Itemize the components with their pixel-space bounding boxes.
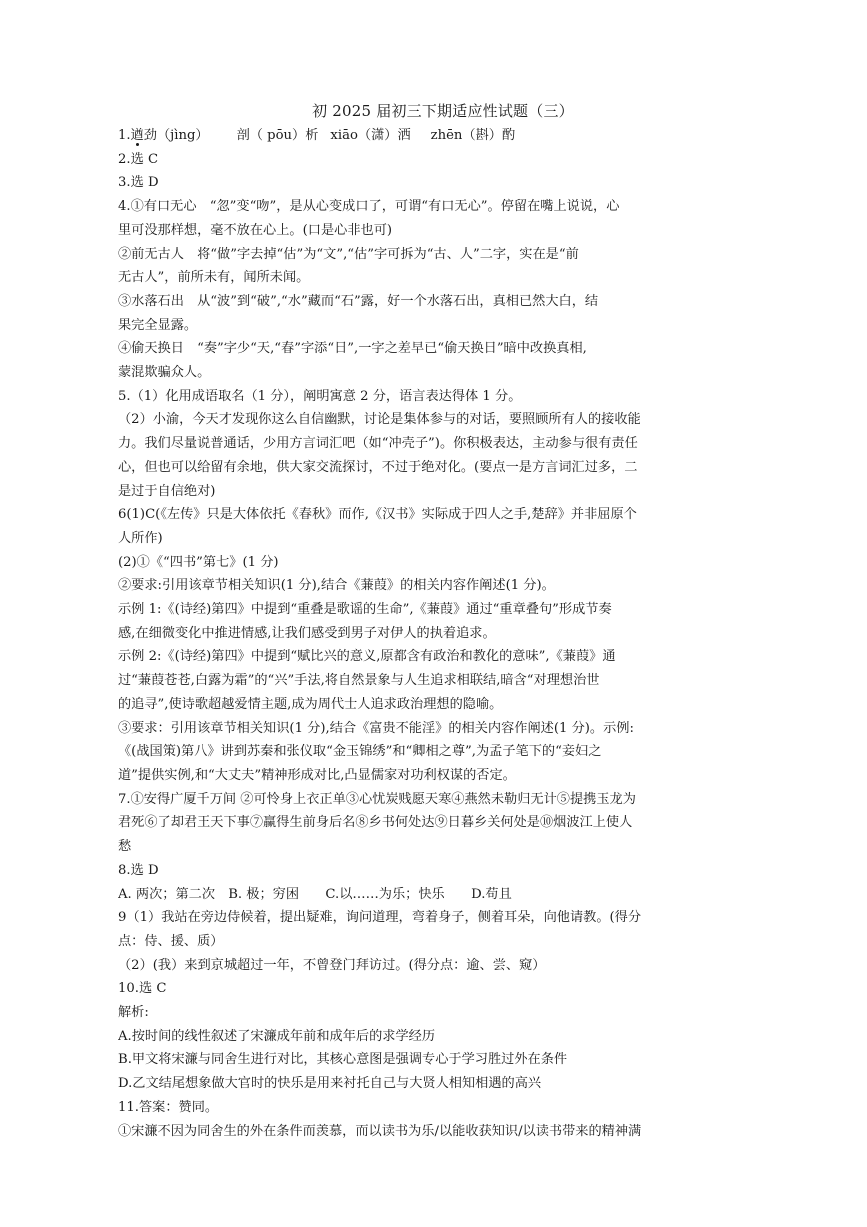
q1-word3: xiāo（潇）洒 xyxy=(330,128,411,143)
answer-line: （2）(我）来到京城超过一年，不曾登门拜访过。(得分点：逾、尝、窥） xyxy=(118,957,546,973)
answer-line: ①宋濂不因为同舍生的外在条件而羡慕，而以读书为乐/以能收获知识/以读书带来的精神满 xyxy=(118,1123,642,1139)
answer-line: 11.答案：赞同。 xyxy=(118,1099,219,1115)
answer-line: 君死⑥了却君王天下事⑦赢得生前身后名⑧乡书何处达⑨日暮乡关何处是⑩烟波江上使人 xyxy=(118,815,633,831)
answer-line: 3.选 D xyxy=(118,175,159,191)
answer-sheet-page xyxy=(118,98,768,1218)
answer-line: 解析: xyxy=(118,1005,149,1021)
q1-word2: 剖（ pōu）析 xyxy=(236,128,319,143)
answer-line: 点：侍、援、质） xyxy=(118,933,224,949)
answer-line: 道”提供实例,和“大丈夫”精神形成对比,凸显儒家对功利权谋的否定。 xyxy=(118,767,516,783)
answer-line: 果完全显露。 xyxy=(118,317,198,333)
answer-line: ③水落石出 从“波”到“破”,“水”藏而“石”露，好一个水落石出，真相已然大白，结 xyxy=(118,293,599,309)
answer-line: A. 两次；第二次 B. 极；穷困 C.以……为乐；快乐 D.苟且 xyxy=(118,886,512,902)
page-title: 初 2025 届初三下期适应性试题（三） xyxy=(312,102,574,120)
answer-line: D.乙文结尾想象做大官时的快乐是用来衬托自己与大贤人相知相遇的高兴 xyxy=(118,1076,542,1092)
answer-lines xyxy=(118,148,768,1144)
answer-line: ④偷天换日 “奏”字少“天,“春”字添“日”,一字之差早已“偷天换日”暗中改换真相, xyxy=(118,341,587,357)
answer-line: 9（1）我站在旁边侍候着，提出疑难，询问道理，弯着身子，侧着耳朵，向他请教。(得分 xyxy=(118,910,642,926)
answer-line: 10.选 C xyxy=(118,981,167,997)
answer-line: 无古人”，前所未有，闻所未闻。 xyxy=(118,270,310,286)
answer-line: 6(1)C(《左传》只是大体依托《春秋》而作,《汉书》实际成于四人之手,楚辞》并非屈原个 xyxy=(118,507,637,523)
answer-line: 5.（1）化用成语取名（1 分），阐明寓意 2 分，语言表达得体 1 分。 xyxy=(118,388,522,404)
answer-line: 过“蒹葭苍苍,白露为霜”的“兴”手法,将自然景象与人生追求相联结,暗含“对理想治世 xyxy=(118,673,600,689)
answer-line: 力。我们尽量说普通话，少用方言词汇吧（如“冲壳子”)。你积极表达，主动参与很有责任 xyxy=(118,436,638,452)
answer-line: 感,在细微变化中推进情感,让我们感受到男子对伊人的执着追求。 xyxy=(118,625,496,641)
q1-word1-char: 遒 xyxy=(130,128,144,143)
answer-line: 蒙混欺骗众人。 xyxy=(118,365,211,381)
answer-line: 示例 2:《(诗经)第四》中提到“赋比兴的意义,原都含有政治和教化的意味”,《蒹葭》通 xyxy=(118,649,616,665)
answer-line: 人所作) xyxy=(118,530,163,546)
answer-line: 8.选 D xyxy=(118,862,159,878)
answer-line: (2)①《“四书”第七》(1 分) xyxy=(118,554,279,570)
answer-line-q1 xyxy=(118,124,768,148)
answer-line: B.甲文将宋濂与同舍生进行对比，其核心意图是强调专心于学习胜过外在条件 xyxy=(118,1052,568,1068)
answer-line: （2）小渝，今天才发现你这么自信幽默，讨论是集体参与的对话，要照顾所有人的接收能 xyxy=(118,412,641,428)
q1-number: 1. xyxy=(118,128,131,143)
answer-line: 心，但也可以给留有余地，供大家交流探讨，不过于绝对化。(要点一是方言词汇过多，二 xyxy=(118,459,638,475)
answer-line: 《(战国策)第八》讲到苏秦和张仪取“金玉锦绣”和“卿相之尊”,为孟子笔下的“妾妇之 xyxy=(118,744,602,760)
answer-line: 里可没那样想，毫不放在心上。(口是心非也可) xyxy=(118,222,393,238)
q1-word4: zhēn（斟）酌 xyxy=(430,128,516,143)
answer-line: A.按时间的线性叙述了宋濂成年前和成年后的求学经历 xyxy=(118,1028,436,1044)
answer-line: ②前无古人 将“做”字去掉“估”为“文”,“估”字可拆为“古、人”二字，实在是“前 xyxy=(118,246,579,262)
answer-line: ③要求：引用该章节相关知识(1 分),结合《富贵不能淫》的相关内容作阐述(1 分)。示例: xyxy=(118,720,634,736)
answer-line: 4.①有口无心 “忽”变“吻”，是从心变成口了，可谓“有口无心”。停留在嘴上说说，心 xyxy=(118,199,620,215)
answer-line: 示例 1:《(诗经)第四》中提到“重叠是歌谣的生命”,《蒹葭》通过“重章叠句”形成节奏 xyxy=(118,602,612,618)
answer-line: 2.选 C xyxy=(118,151,159,167)
answer-line: 的追寻”,使诗歌超越爱情主题,成为周代士人追求政治理想的隐喻。 xyxy=(118,696,503,712)
answer-line: 是过于自信绝对) xyxy=(118,483,216,499)
answer-line: 愁 xyxy=(118,839,132,855)
q1-word1-rest: 劲（jìng） xyxy=(143,128,209,143)
answer-line: ②要求:引用该章节相关知识(1 分),结合《蒹葭》的相关内容作阐述(1 分)。 xyxy=(118,578,555,594)
answer-line: 7.①安得广厦千万间 ②可怜身上衣正单③心忧炭贱愿天寒④燕然未勒归无计⑤提携玉龙为 xyxy=(118,791,636,807)
